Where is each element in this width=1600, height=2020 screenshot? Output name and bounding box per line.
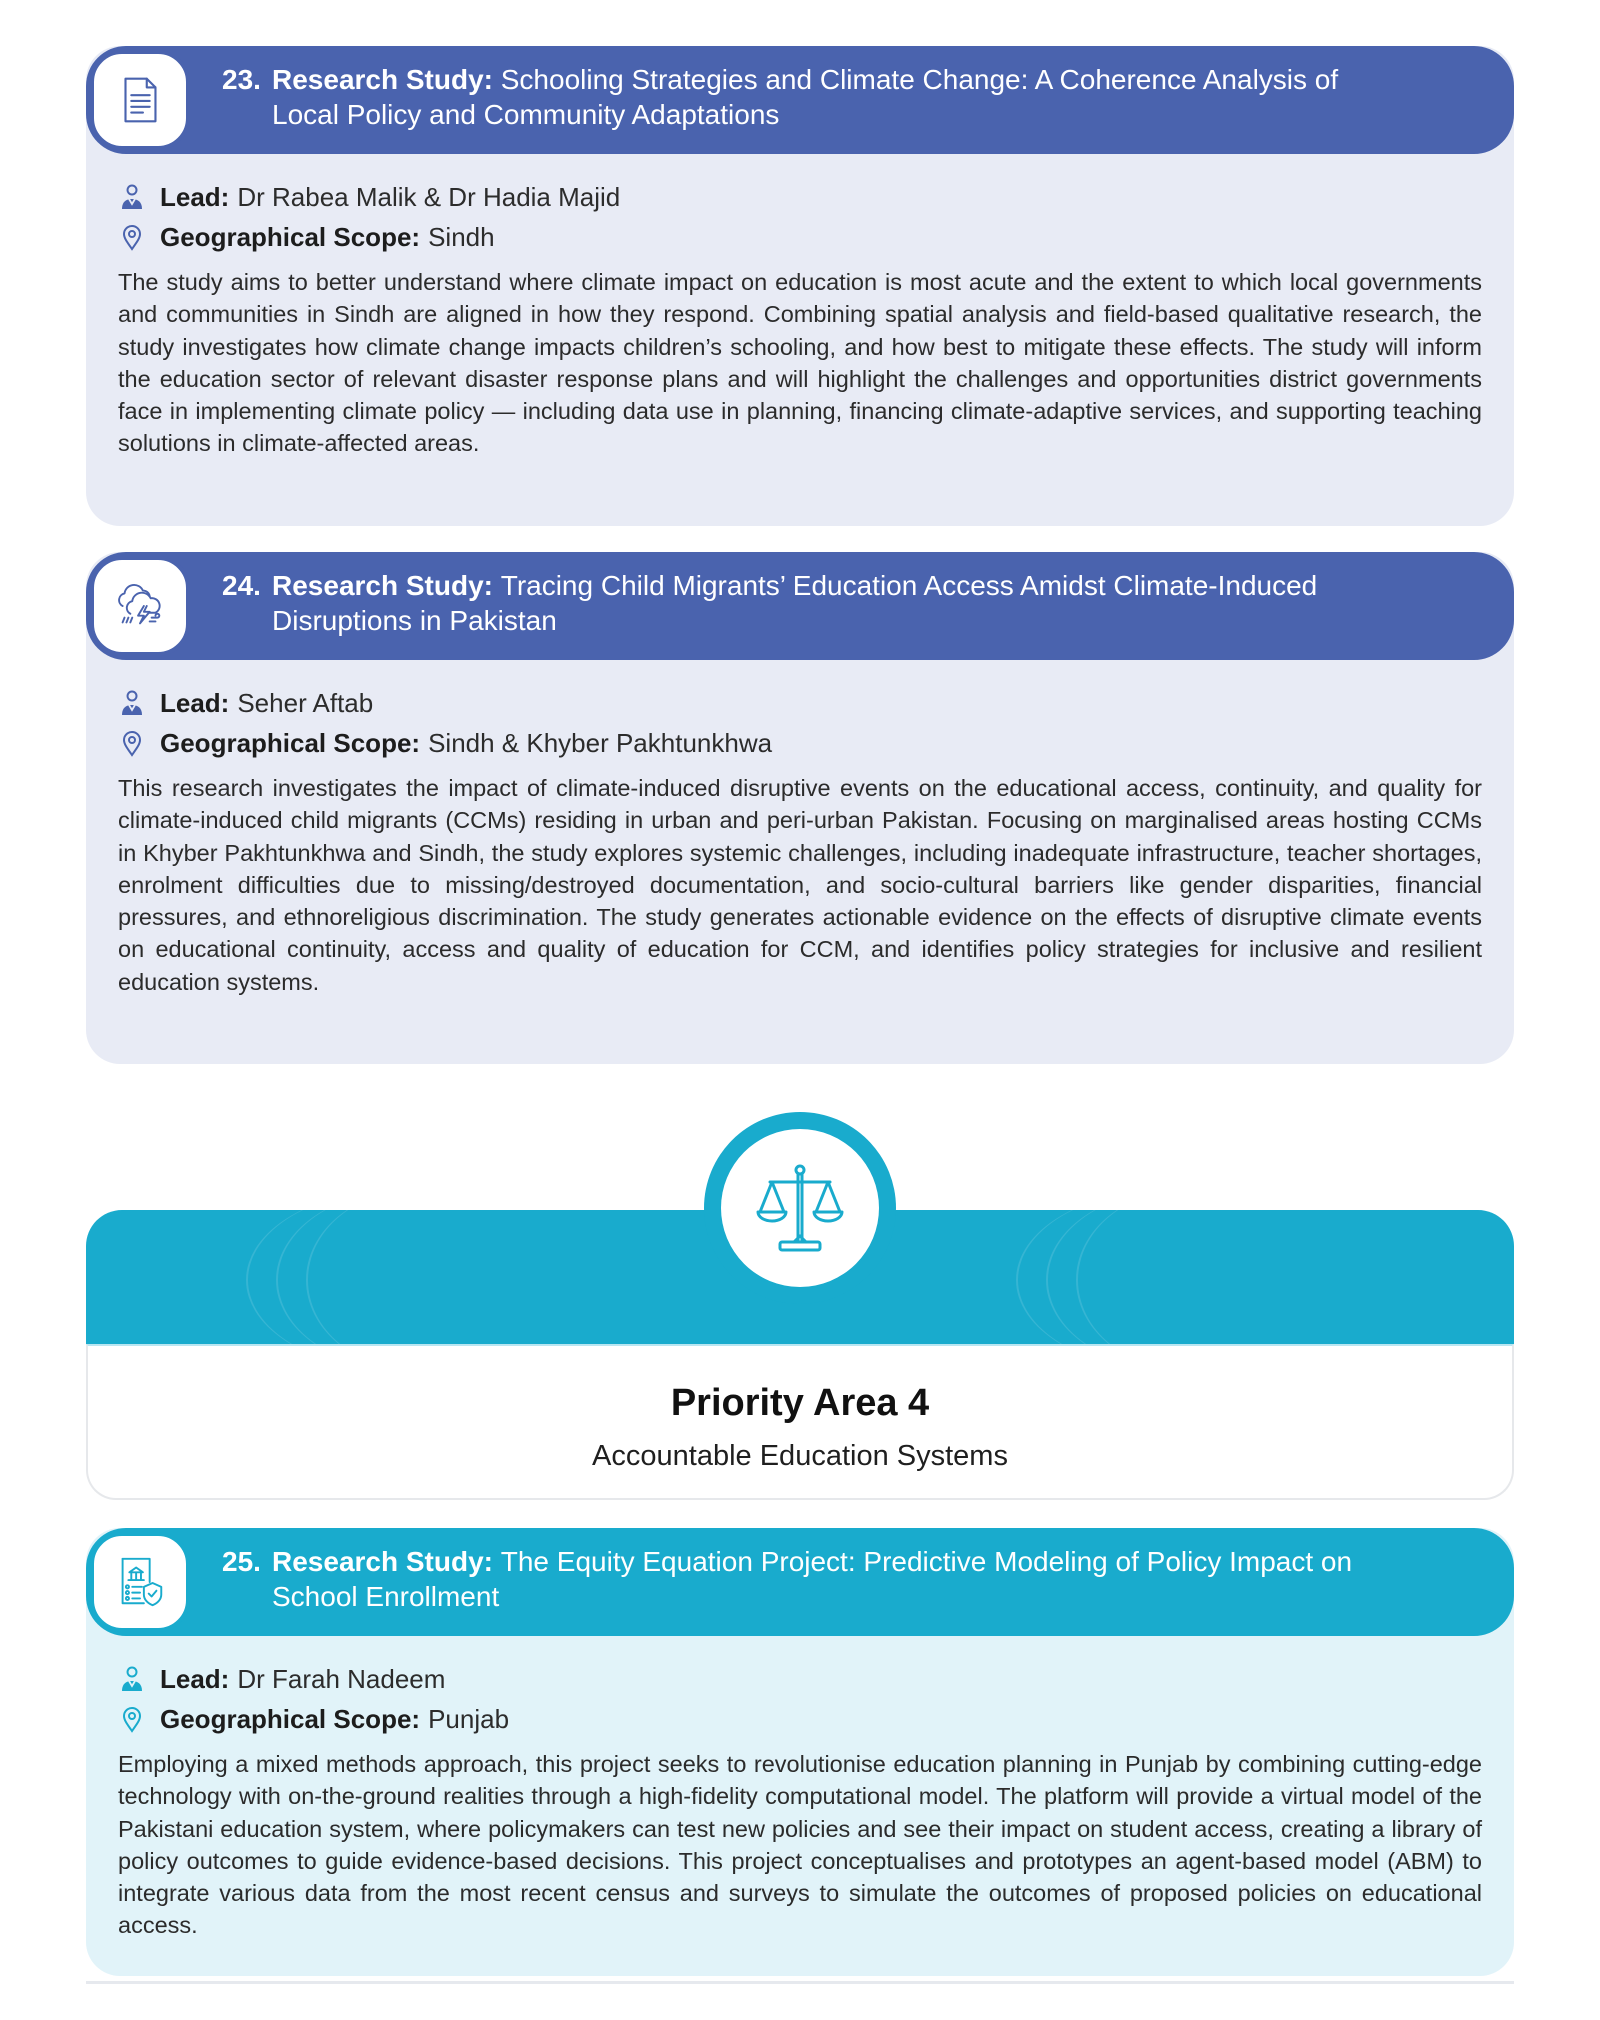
policy-document-shield-icon: [111, 1553, 169, 1611]
lead-value: Seher Aftab: [237, 688, 374, 718]
lead-row: [118, 180, 1482, 214]
footer-divider: [86, 1981, 1514, 1984]
study-label: Research Study:: [272, 64, 501, 95]
priority-subtitle: Accountable Education Systems: [592, 1440, 1008, 1472]
study-description: This research investigates the impact of climate-induced disruptive events on the educational access, continuity, and quality for climate-induced child migrants (CCMs) residing in urban and peri-urban Pakistan. Focusing on marginalised areas hosting CCMs in Khyber Pakhtunkhwa and Sindh, the study explores systemic challenges, including inadequate infrastructure, teacher shortages, enrolment difficulties due to missing/destroyed documentation, and socio-cultural barriers like gender disparities, financial pressures, and ethnoreligious discrimination. The study generates actionable evidence on the effects of disruptive climate events on educational continuity, access and quality of education for CCM, and identifies policy strategies for inclusive and resilient education systems.: [118, 775, 1482, 995]
study-number: 25.: [222, 1546, 261, 1577]
scope-row: [118, 726, 1482, 760]
study-description: The study aims to better understand where climate impact on education is most acute and the extent to which local governments and communities in Sindh are aligned in how they respond. Combining spatial analysis and field-based qualitative research, the study investigates how climate change impacts children’s schooling, and how best to mitigate these effects. The study will inform the education sector of relevant disaster response plans and will highlight the challenges and opportunities district governments face in implementing climate policy — including data use in planning, financing climate-adaptive services, and supporting teaching solutions in climate-affected areas.: [118, 269, 1482, 457]
storm-cloud-icon: [111, 577, 169, 635]
study-body: [86, 1636, 1514, 1972]
scope-value: Sindh: [428, 222, 495, 252]
study-icon-box: [90, 1532, 190, 1632]
location-pin-icon: [118, 223, 146, 251]
scope-label: Geographical Scope:: [160, 222, 421, 252]
priority-card: [86, 1344, 1514, 1500]
study-icon-box: [90, 556, 190, 656]
study-number: 23.: [222, 64, 261, 95]
study-label: Research Study:: [272, 570, 501, 601]
priority-title: Priority Area 4: [670, 1382, 930, 1424]
study-body: [86, 660, 1514, 1028]
scope-label: Geographical Scope:: [160, 728, 421, 758]
scales-of-justice-icon: [750, 1158, 850, 1258]
lead-label: Lead:: [160, 1664, 230, 1694]
study-label: Research Study:: [272, 1546, 501, 1577]
lead-row: [118, 1662, 1482, 1696]
study-title: [222, 62, 1454, 132]
person-icon: [118, 689, 146, 717]
study-number: 24.: [222, 570, 261, 601]
scope-label: Geographical Scope:: [160, 1704, 421, 1734]
person-icon: [118, 1665, 146, 1693]
study-title-line1: The Equity Equation Project: Predictive Modeling of Policy Impact on: [500, 1546, 1353, 1577]
study-title: [222, 568, 1454, 638]
study-header: [86, 1528, 1514, 1636]
study-icon-box: [90, 50, 190, 150]
location-pin-icon: [118, 1705, 146, 1733]
study-title-line1: Schooling Strategies and Climate Change: A Coherence Analysis of: [500, 64, 1339, 95]
study-title-line2: Local Policy and Community Adaptations: [272, 99, 780, 130]
lead-label: Lead:: [160, 688, 230, 718]
study-title-line2: School Enrollment: [272, 1581, 500, 1612]
priority-badge: [704, 1112, 896, 1304]
scope-value: Punjab: [428, 1704, 510, 1734]
research-study-24: [86, 552, 1514, 1064]
person-icon: [118, 183, 146, 211]
study-body: [86, 154, 1514, 490]
research-study-23: [86, 46, 1514, 526]
research-study-25: [86, 1528, 1514, 1976]
location-pin-icon: [118, 729, 146, 757]
lead-value: Dr Rabea Malik & Dr Hadia Majid: [237, 182, 621, 212]
document-icon: [111, 71, 169, 129]
study-description: Employing a mixed methods approach, this project seeks to revolutionise education planning in Punjab by combining cutting-edge technology with on-the-ground realities through a high-fidelity computational model. The platform will provide a virtual model of the Pakistani education system, where policymakers can test new policies and see their impact on student access, creating a library of policy outcomes to guide evidence-based decisions. This project conceptualises and prototypes an agent-based model (ABM) to integrate various data from the most recent census and surveys to simulate the outcomes of proposed policies on educational access.: [118, 1751, 1482, 1939]
study-title-line1: Tracing Child Migrants’ Education Access Amidst Climate-Induced: [500, 570, 1318, 601]
scope-row: [118, 1702, 1482, 1736]
priority-badge-inner: [721, 1129, 879, 1287]
study-title-line2: Disruptions in Pakistan: [272, 605, 557, 636]
scope-value: Sindh & Khyber Pakhtunkhwa: [428, 728, 773, 758]
study-header: [86, 46, 1514, 154]
lead-label: Lead:: [160, 182, 230, 212]
scope-row: [118, 220, 1482, 254]
lead-value: Dr Farah Nadeem: [237, 1664, 446, 1694]
lead-row: [118, 686, 1482, 720]
study-header: [86, 552, 1514, 660]
study-title: [222, 1544, 1454, 1614]
